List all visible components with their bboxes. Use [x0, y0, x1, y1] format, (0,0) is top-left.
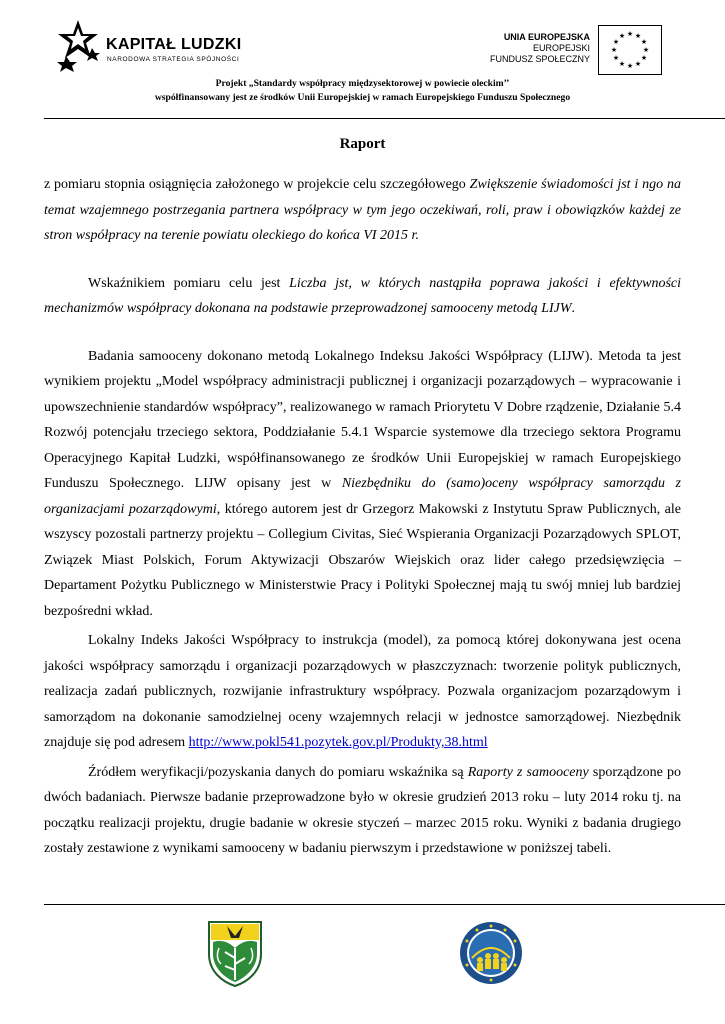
header-divider [44, 118, 725, 119]
project-line-1: Projekt „Standardy współpracy międzysektorowej w powiecie oleckim’’ [215, 78, 510, 89]
document-body [44, 172, 681, 862]
kapital-ludzki-subtitle: NARODOWA STRATEGIA SPÓJNOŚCI [107, 56, 240, 63]
eu-line-2: EUROPEJSKI [532, 43, 590, 53]
paragraph-method: Badania samooceny dokonano metodą Lokalnego Indeksu Jakości Współpracy (LIJW). Metoda ta jest wynikiem projektu „Model współpracy administracji publicznej i organizacji pozarządowych – wypracowanie i upowszechnienie standardów współpracy”, realizowanego w ramach Priorytetu V Dobre rządzenie, Działanie 5.4 Rozwój potencjału trzeciego sektora, Poddziałanie 5.4.1 Wsparcie systemowe dla trzeciego sektora Programu Operacyjnego Kapitał Ludzki, współfinansowanego ze środków Unii Europejskiej w ramach Europejskiego Funduszu Społecznego. LIJW opisany jest w Niezbędniku do (samo)oceny współpracy samorządu z organizacjami pozarządowymi, którego autorem jest dr Grzegorz Makowski z Instytutu Spraw Publicznych, ale wszyscy pozostali partnerzy projektu – Collegium Civitas, Sieć Wspierania Organizacji Pozarządowych SPLOT, Związek Miast Polskich, Forum Aktywizacji Obszarów Wiejskich oraz lider całego przedsięwzięcia – Departament Pożytku Publicznego w Ministerstwie Pracy i Polityki Społecznej mają tu swój mniej lub bardziej bezpośredni wkład. [44, 348, 681, 619]
paragraph-indicator: Wskaźnikiem pomiaru celu jest Liczba jst, w których nastąpiła poprawa jakości i efektywności mechanizmów współpracy dokonana na podstawie przeprowadzonej samooceny metodą LIJW. [44, 275, 681, 316]
svg-text:★: ★ [612, 54, 620, 62]
svg-text:★: ★ [626, 62, 634, 70]
svg-text:★: ★ [610, 46, 618, 54]
coat-of-arms-icon [205, 918, 265, 988]
niezbednik-link[interactable]: http://www.pokl541.pozytek.gov.pl/Produkty,38.html [188, 735, 488, 750]
project-line-2: współfinansowany jest ze środków Unii Europejskiej w ramach Europejskiego Funduszu Społecznego [154, 92, 571, 103]
paragraph-index-description: Lokalny Indeks Jakości Współpracy to instrukcja (model), za pomocą której dokonywana jest ocena jakości współpracy samorządu i organizacji pozarządowych w płaszczyznach: tworzenie polityk publicznych, realizacja zadań publicznych, rozwijanie infrastruktury współpracy. Pozwala organizacjom pozarządowym i samorządom na dokonanie samodzielnej oceny wzajemnych relacji w jednostce samorządowej. Niezbędnik znajduje się pod adresem http://www.pokl541.pozytek.gov.pl/Produkty,38.html [44, 633, 681, 750]
footer-divider [44, 904, 725, 905]
svg-text:★: ★ [618, 60, 626, 68]
paragraph-data-source: Źródłem weryfikacji/pozyskania danych do pomiaru wskaźnika są Raporty z samooceny sporządzone po dwóch badaniach. Pierwsze badanie przeprowadzone było w okresie grudzień 2013 roku – luty 2014 roku tj. na początku realizacji projektu, drugie badanie w okresie styczeń – marzec 2015 roku. Wyniki z badania drugiego zostały zestawione z wynikami samooceny w badaniu pierwszym i przedstawione w poniższej tabeli. [44, 764, 681, 856]
eu-line-1: UNIA EUROPEJSKA [503, 32, 590, 42]
svg-text:★: ★ [634, 32, 642, 40]
eu-line-3: FUNDUSZ SPOŁECZNY [489, 54, 590, 64]
partner-emblem-icon [458, 920, 524, 986]
svg-text:★: ★ [634, 60, 642, 68]
project-info [40, 77, 685, 105]
svg-text:★: ★ [642, 46, 650, 54]
svg-text:★: ★ [640, 54, 648, 62]
kapital-ludzki-title: KAPITAŁ LUDZKI [106, 36, 242, 53]
svg-text:★: ★ [640, 38, 648, 46]
svg-text:★: ★ [618, 32, 626, 40]
svg-text:★: ★ [626, 30, 634, 38]
svg-text:★: ★ [612, 38, 620, 46]
eu-flag-icon [598, 25, 662, 75]
eu-label [480, 32, 590, 65]
page-header [0, 0, 725, 120]
paragraph-purpose: z pomiaru stopnia osiągnięcia założonego w projekcie celu szczegółowego Zwiększenie świadomości jst i ngo na temat wzajemnego postrzegania partnera współpracy w tym jego oczekiwań, roli, praw i obowiązków każdej ze stron współpracy na terenie powiatu oleckiego do końca VI 2015 r. [44, 177, 681, 243]
document-title: Raport [339, 136, 386, 152]
